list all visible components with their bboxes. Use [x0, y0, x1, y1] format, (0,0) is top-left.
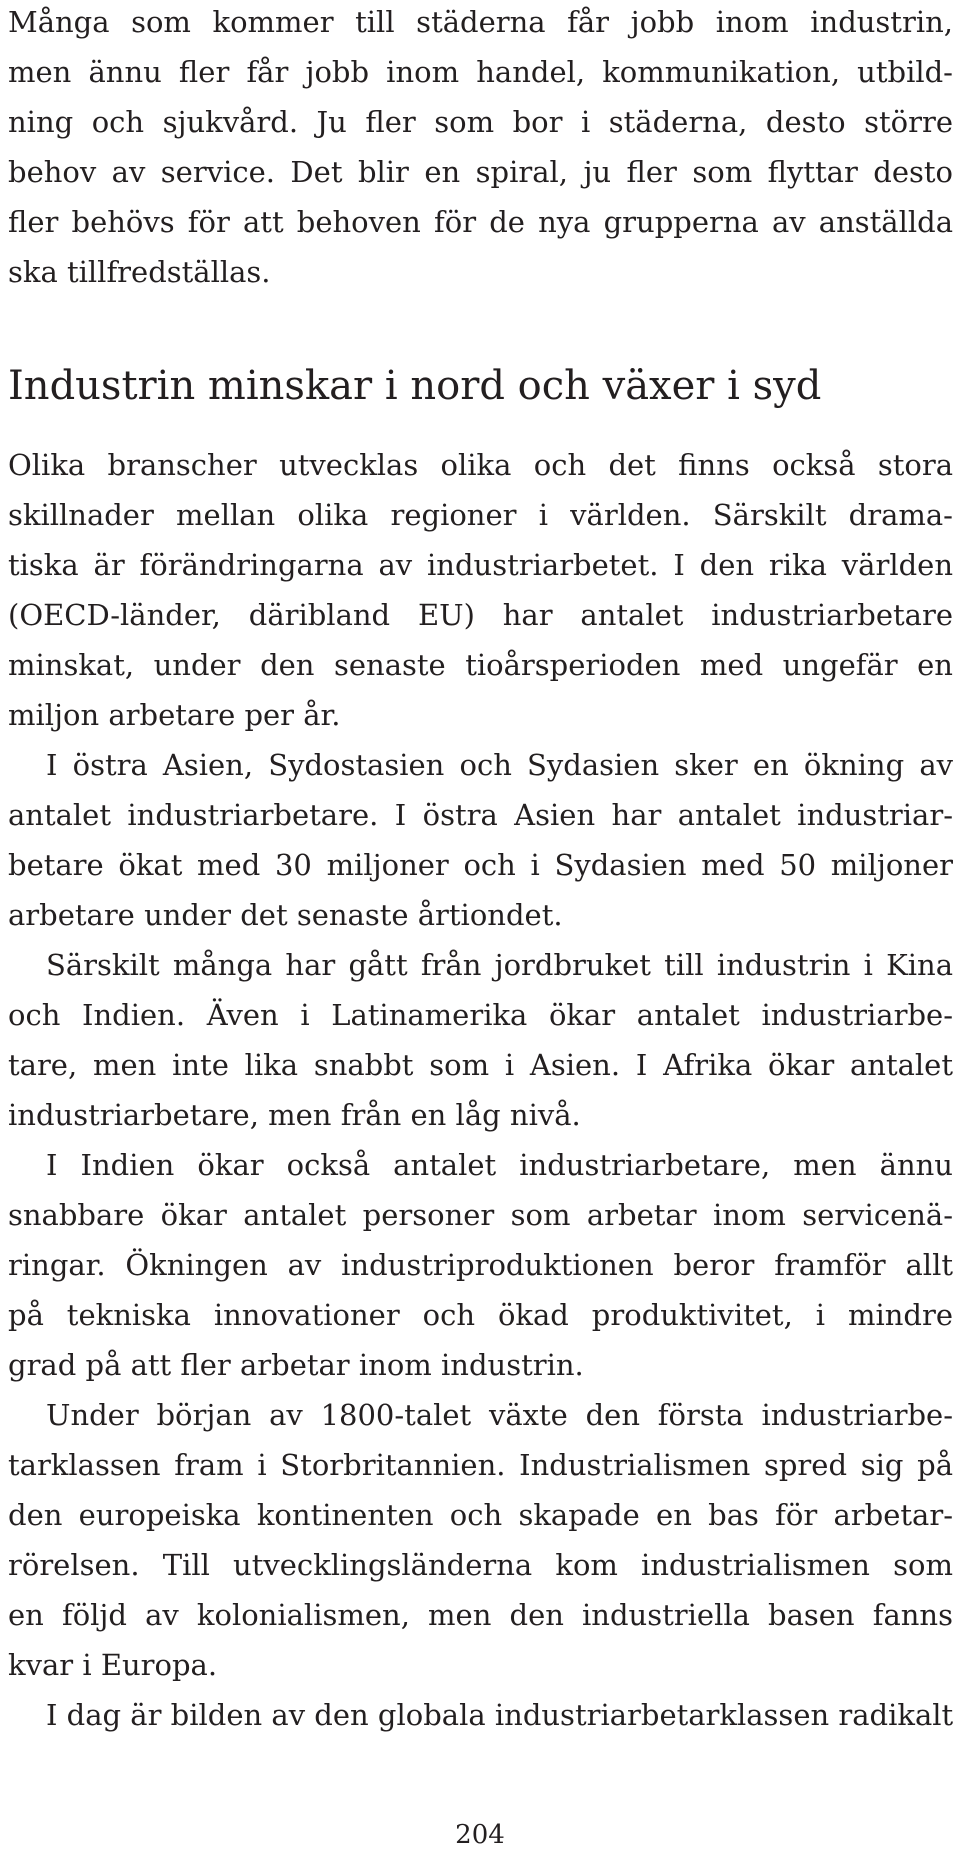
section-heading: Industrin minskar i nord och växer i syd [8, 363, 822, 409]
text-line: tiska är förändringarna av industriarbetet. I den rika världen [8, 548, 953, 582]
text-line: antalet industriarbetare. I östra Asien har antalet industriar- [8, 798, 953, 832]
text-line: behov av service. Det blir en spiral, ju fler som flyttar desto [8, 155, 953, 189]
text-line: Särskilt många har gått från jordbruket till industrin i Kina [46, 948, 953, 982]
text-line: I Indien ökar också antalet industriarbetare, men ännu [46, 1148, 953, 1182]
text-line: och Indien. Även i Latinamerika ökar antalet industriarbe- [8, 998, 953, 1032]
text-line: kvar i Europa. [8, 1648, 218, 1682]
text-line: ning och sjukvård. Ju fler som bor i städerna, desto större [8, 105, 953, 139]
text-line: industriarbetare, men från en låg nivå. [8, 1098, 581, 1132]
text-line: Olika branscher utvecklas olika och det finns också stora [8, 448, 953, 482]
text-line: arbetare under det senaste årtiondet. [8, 898, 563, 932]
text-line: minskat, under den senaste tioårsperioden med ungefär en [8, 648, 953, 682]
text-line: rörelsen. Till utvecklingsländerna kom industrialismen som [8, 1548, 953, 1582]
text-line: ska tillfredställas. [8, 255, 271, 289]
text-line: men ännu fler får jobb inom handel, kommunikation, utbild- [8, 55, 953, 89]
text-line: skillnader mellan olika regioner i världen. Särskilt drama- [8, 498, 953, 532]
text-line: tare, men inte lika snabbt som i Asien. I Afrika ökar antalet [8, 1048, 953, 1082]
text-line: betare ökat med 30 miljoner och i Sydasien med 50 miljoner [8, 848, 953, 882]
page-number: 204 [455, 1820, 505, 1850]
text-line: fler behövs för att behoven för de nya grupperna av anställda [8, 205, 953, 239]
text-line: ringar. Ökningen av industriproduktionen beror framför allt [8, 1248, 953, 1282]
text-line: Många som kommer till städerna får jobb inom industrin, [8, 5, 953, 39]
text-line: tarklassen fram i Storbritannien. Industrialismen spred sig på [8, 1448, 953, 1482]
text-line: en följd av kolonialismen, men den industriella basen fanns [8, 1598, 953, 1632]
text-line: Under början av 1800-talet växte den första industriarbe- [46, 1398, 953, 1432]
text-line: I östra Asien, Sydostasien och Sydasien sker en ökning av [46, 748, 953, 782]
text-line: på tekniska innovationer och ökad produktivitet, i mindre [8, 1298, 953, 1332]
text-line: grad på att fler arbetar inom industrin. [8, 1348, 584, 1382]
text-line: (OECD-länder, däribland EU) har antalet industriarbetare [8, 598, 953, 632]
text-line: I dag är bilden av den globala industriarbetarklassen radikalt [46, 1698, 954, 1732]
text-line: den europeiska kontinenten och skapade en bas för arbetar- [8, 1498, 953, 1532]
text-line: miljon arbetare per år. [8, 698, 341, 732]
text-line: snabbare ökar antalet personer som arbetar inom servicenä- [8, 1198, 953, 1232]
